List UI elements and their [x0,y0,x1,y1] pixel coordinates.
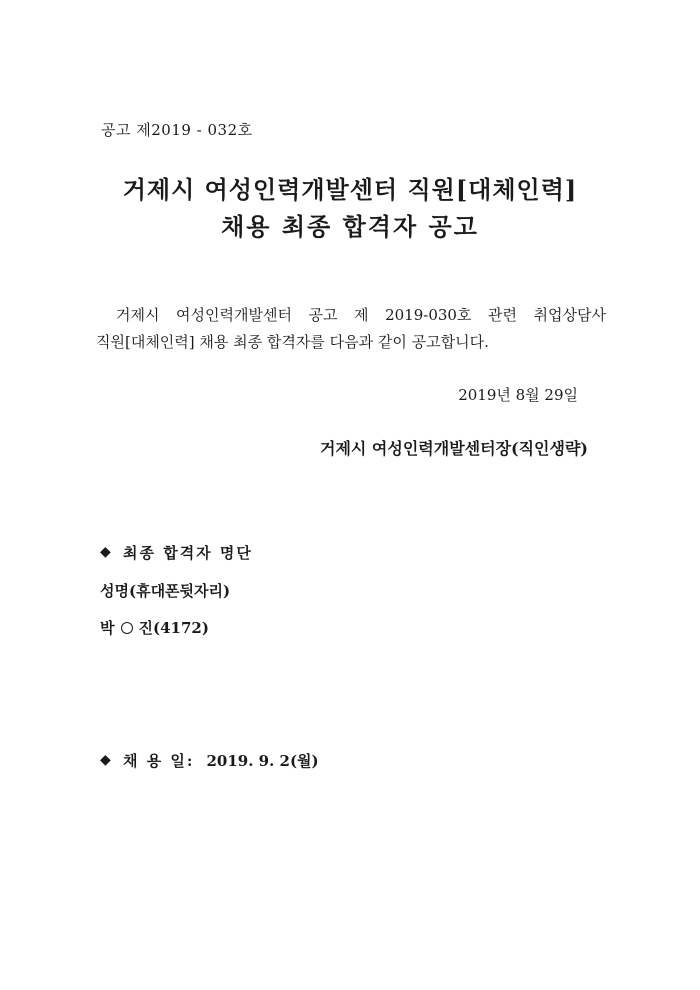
hire-date-section [100,750,319,771]
finalist-phone-suffix: (4172) [153,619,209,637]
list-item [100,617,209,638]
diamond-bullet-icon: ◆ [100,544,111,560]
finalists-section-heading [100,542,253,563]
issuer-signature: 거제시 여성인력개발센터장(직인생략) [319,439,588,458]
body-paragraph-line-2: 직원[대체인력] 채용 최종 합격자를 다음과 같이 공고합니다. [96,333,489,351]
finalist-surname: 박 [100,619,115,637]
diamond-bullet-icon: ◆ [100,752,111,768]
finalist-given-name: 진 [138,619,153,637]
title-line-2: 채용 최종 합격자 공고 [221,212,479,241]
finalists-heading-text: 최종 합격자 명단 [123,544,253,562]
finalists-column-header: 성명(휴대폰뒷자리) [100,582,231,600]
hire-date-label: 채 용 일: [123,752,195,770]
body-paragraph-line-1: 거제시 여성인력개발센터 공고 제 2019-030호 관련 취업상담사 [116,306,606,324]
title-line-1: 거제시 여성인력개발센터 직원[대체인력] [122,175,578,204]
hire-date-value: 2019. 9. 2(월) [206,752,319,770]
masked-name-circle-icon [121,622,133,634]
announcement-date: 2019년 8월 29일 [458,386,578,404]
notice-number: 공고 제2019 - 032호 [101,121,253,139]
